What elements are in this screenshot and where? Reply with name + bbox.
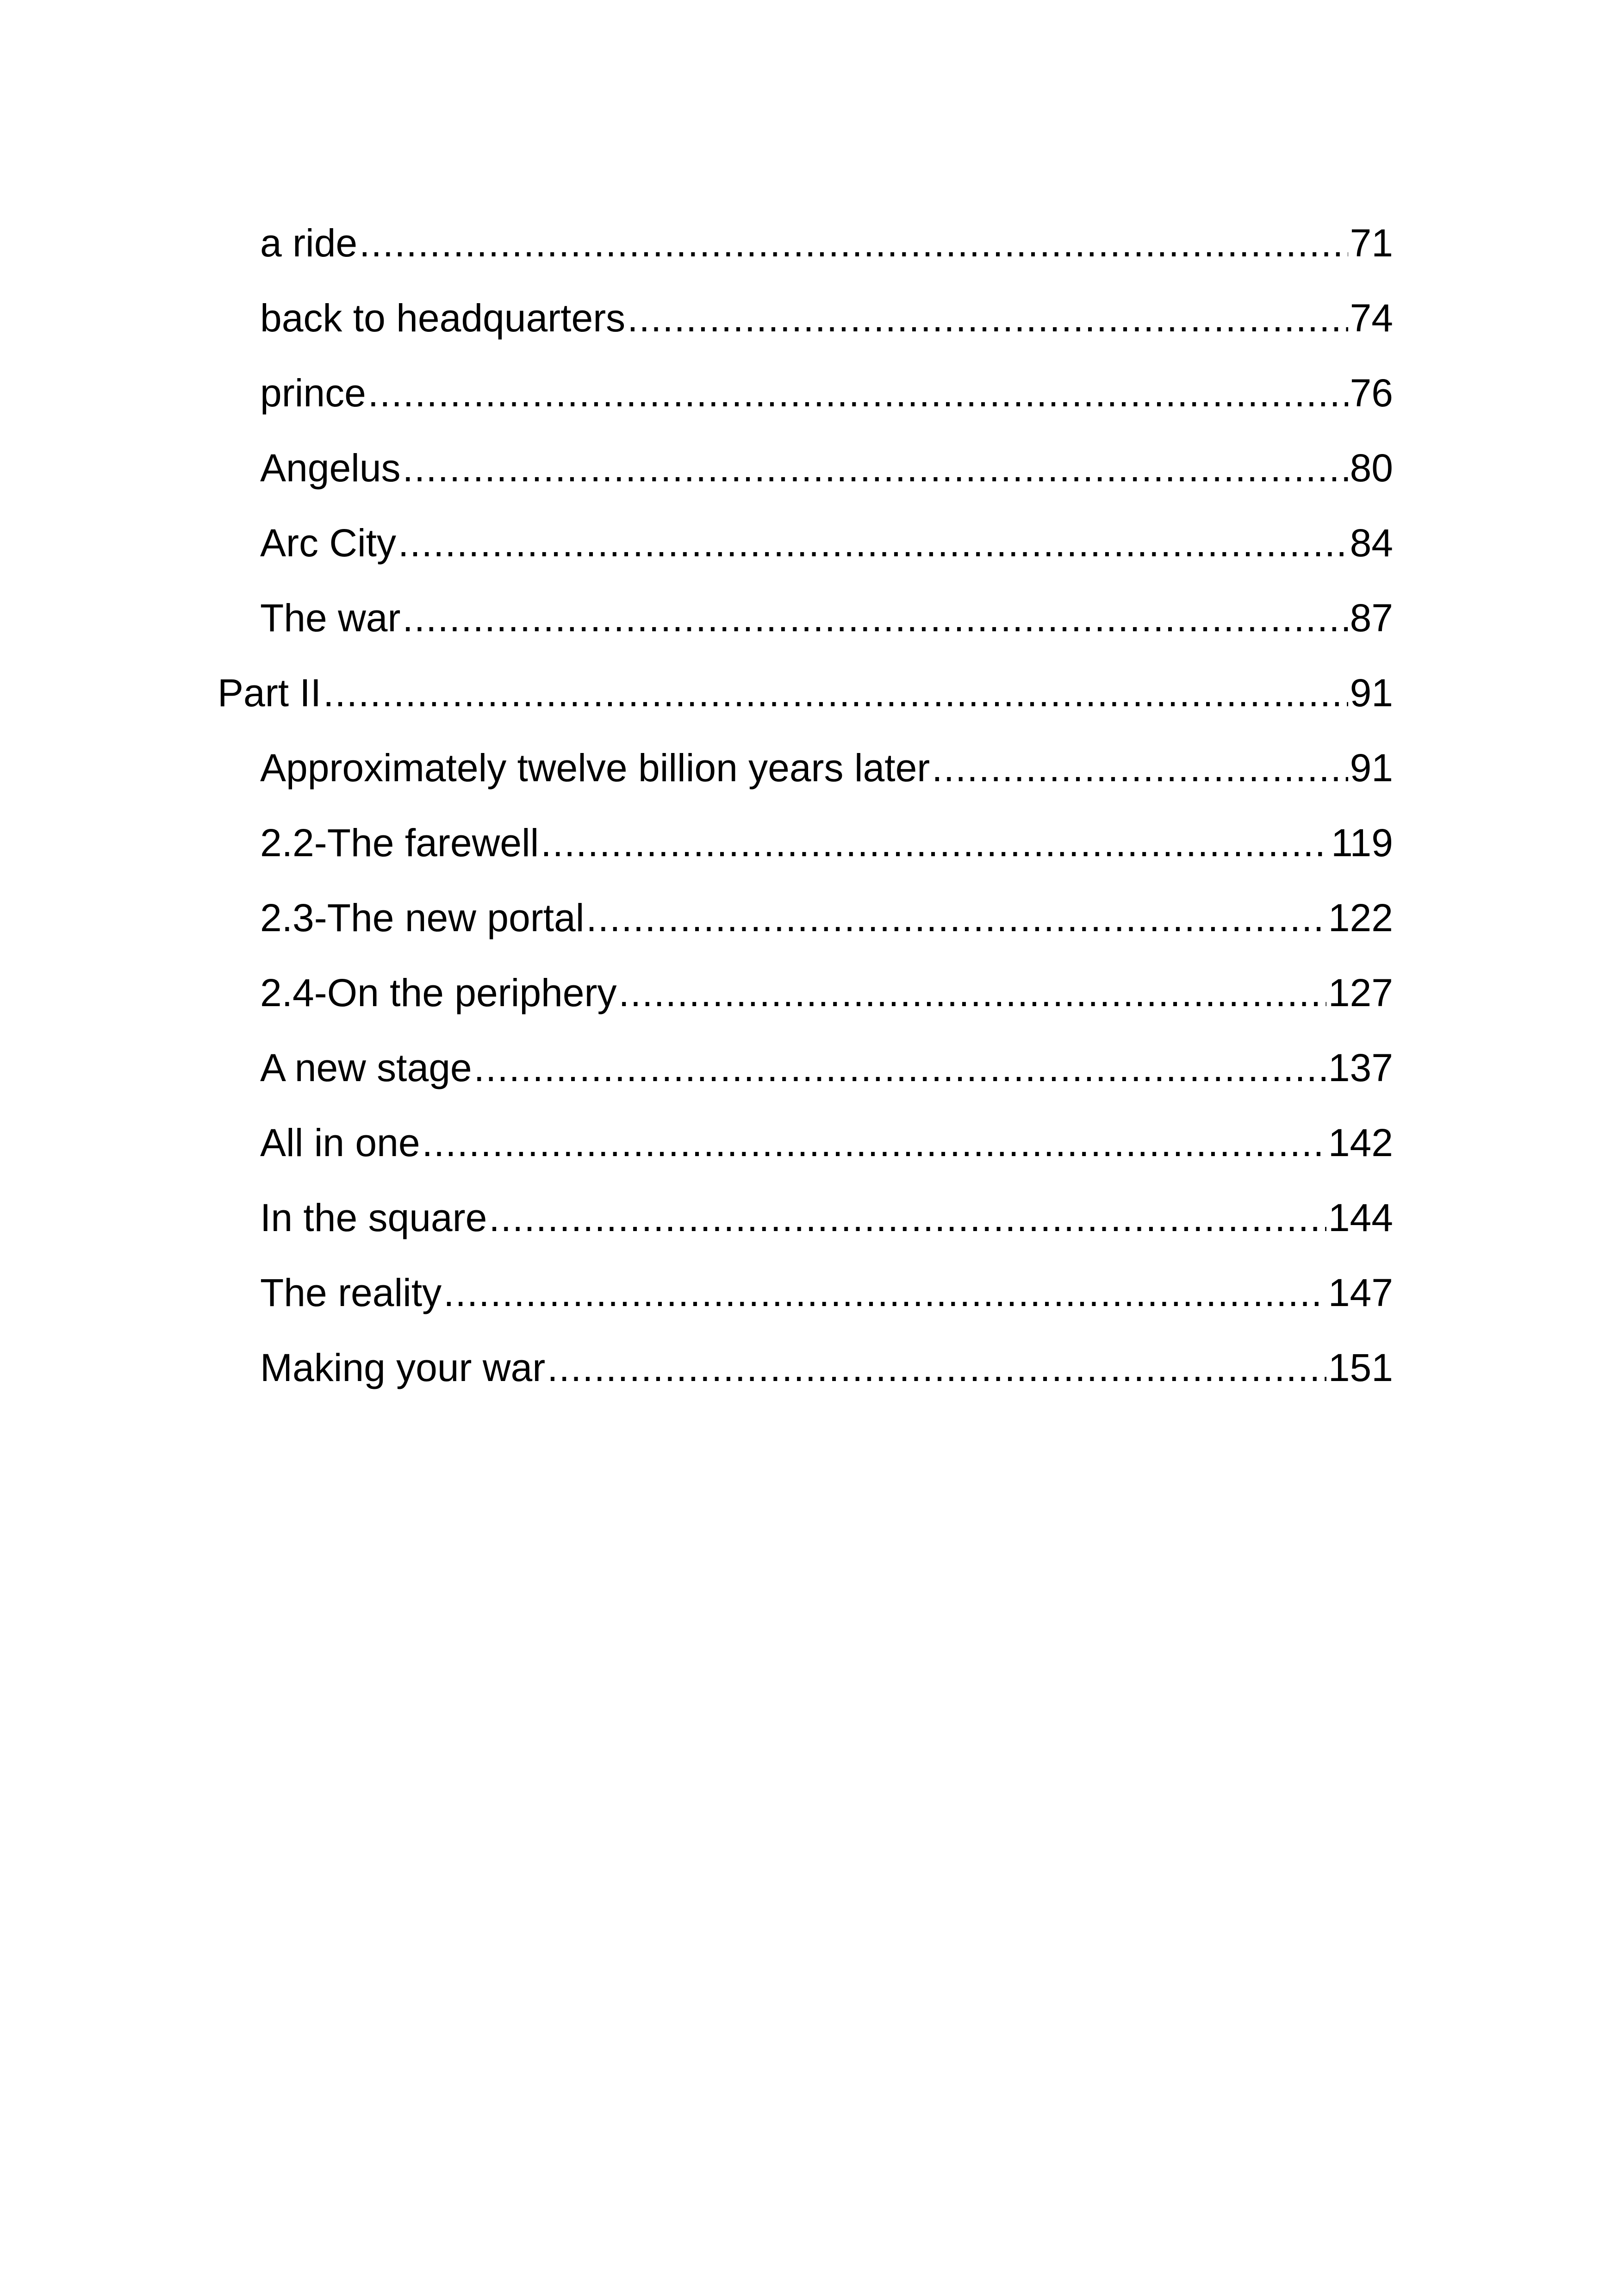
toc-entry-title: The war — [260, 596, 401, 640]
toc-entry[interactable] — [260, 890, 1393, 946]
dot-leader — [547, 1340, 1326, 1395]
toc-entry-title: Arc City — [260, 521, 396, 565]
toc-entry-title: A new stage — [260, 1046, 472, 1089]
toc-entry-page: 151 — [1328, 1346, 1393, 1389]
toc-entry[interactable] — [260, 1040, 1393, 1095]
toc-entry[interactable] — [260, 215, 1393, 271]
toc-entry[interactable] — [260, 515, 1393, 571]
toc-entry-title: Angelus — [260, 446, 401, 490]
toc-entry-title: 2.3-The new portal — [260, 896, 585, 940]
toc-entry[interactable] — [260, 815, 1393, 871]
dot-leader — [368, 365, 1348, 421]
toc-entry-title: Part II — [218, 671, 322, 715]
dot-leader — [443, 1265, 1326, 1320]
toc-entry-page: 84 — [1350, 521, 1393, 565]
toc-entry[interactable] — [260, 440, 1393, 496]
toc-entry[interactable] — [260, 1190, 1393, 1245]
toc-entry-page: 91 — [1350, 671, 1393, 715]
toc-entry-page: 147 — [1328, 1271, 1393, 1314]
toc-entry-title: All in one — [260, 1121, 420, 1164]
toc-entry-title: Approximately twelve billion years later — [260, 746, 930, 790]
toc-entry[interactable] — [260, 1265, 1393, 1320]
toc-entry[interactable] — [218, 665, 1393, 721]
toc-entry-page: 76 — [1350, 371, 1393, 415]
toc-entry-page: 142 — [1328, 1121, 1393, 1164]
toc-entry-page: 137 — [1328, 1046, 1393, 1089]
dot-leader — [474, 1040, 1326, 1095]
dot-leader — [403, 440, 1348, 496]
toc-entry-title: The reality — [260, 1271, 442, 1314]
dot-leader — [627, 290, 1348, 346]
toc-entry[interactable] — [260, 965, 1393, 1020]
toc-entry-page: 71 — [1350, 221, 1393, 265]
toc-entry-title: a ride — [260, 221, 358, 265]
toc-entry-page: 122 — [1328, 896, 1393, 940]
dot-leader — [398, 515, 1348, 571]
toc-entry-page: 87 — [1350, 596, 1393, 640]
dot-leader — [359, 215, 1348, 271]
dot-leader — [489, 1190, 1326, 1245]
dot-leader — [586, 890, 1326, 946]
toc-entry-page: 91 — [1350, 746, 1393, 790]
toc-entry-title: 2.4-On the periphery — [260, 971, 617, 1014]
toc-entry[interactable] — [260, 365, 1393, 421]
dot-leader — [422, 1115, 1326, 1170]
dot-leader — [932, 740, 1348, 796]
toc-entry-title: back to headquarters — [260, 296, 626, 340]
dot-leader — [541, 815, 1329, 871]
toc-entry[interactable] — [260, 290, 1393, 346]
dot-leader — [402, 590, 1348, 646]
toc-entry-title: 2.2-The farewell — [260, 821, 539, 865]
toc-entry-page: 80 — [1350, 446, 1393, 490]
toc-entry-title: prince — [260, 371, 366, 415]
dot-leader — [618, 965, 1326, 1020]
toc-entry-page: 144 — [1328, 1196, 1393, 1239]
toc-entry[interactable] — [260, 740, 1393, 796]
toc-entry-title: Making your war — [260, 1346, 546, 1389]
toc-entry-page: 119 — [1331, 821, 1393, 865]
toc-entry[interactable] — [260, 1115, 1393, 1170]
toc-entry-page: 127 — [1328, 971, 1393, 1014]
dot-leader — [323, 665, 1348, 721]
toc-entry-title: In the square — [260, 1196, 487, 1239]
toc-entry[interactable] — [260, 1340, 1393, 1395]
toc-entry-page: 74 — [1350, 296, 1393, 340]
toc-entry[interactable] — [260, 590, 1393, 646]
